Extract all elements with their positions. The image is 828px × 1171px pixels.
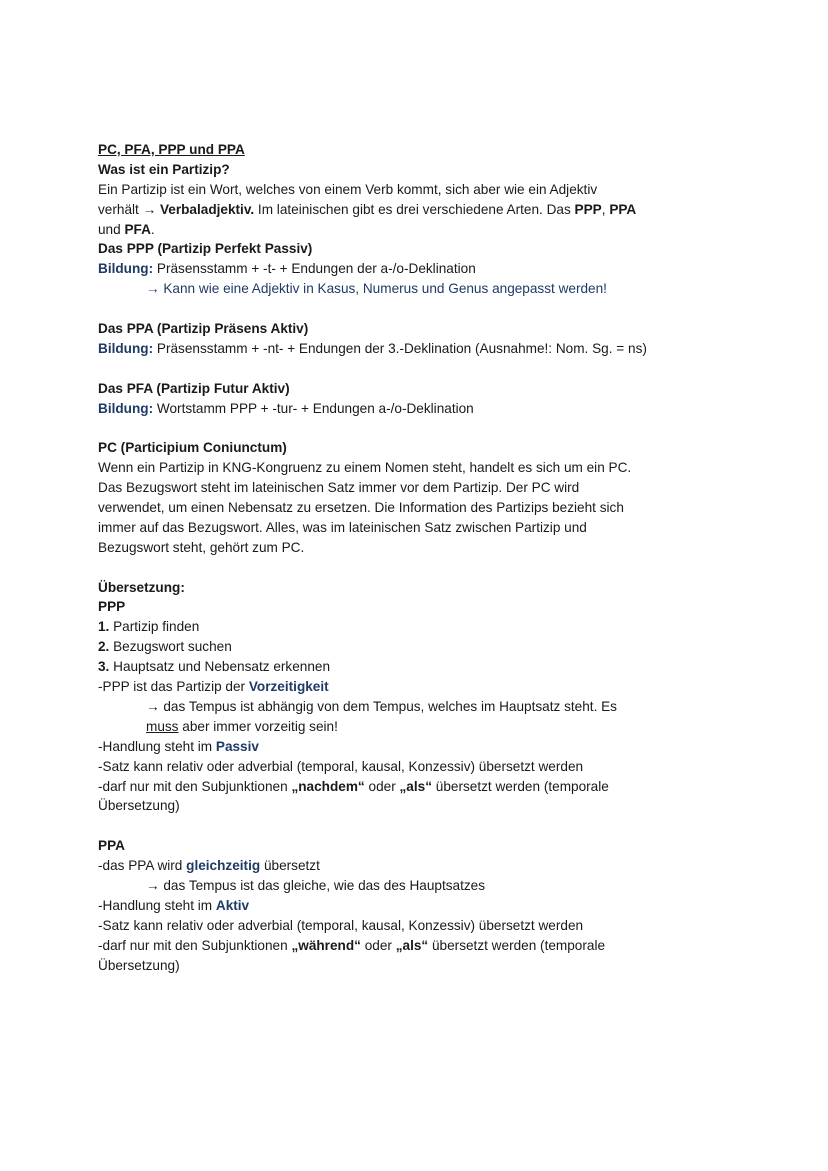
spacer <box>98 558 738 578</box>
text: -Handlung steht im <box>98 897 216 913</box>
arrow-icon: → <box>146 877 160 893</box>
text: -darf nur mit den Subjunktionen <box>98 937 292 953</box>
intro-line-1: Ein Partizip ist ein Wort, welches von einem Verb kommt, sich aber wie ein Adjektiv <box>98 181 598 197</box>
spacer <box>98 816 738 836</box>
step-number: 1. <box>98 619 110 635</box>
pfa-bildung <box>98 399 738 419</box>
ppp-rule-7: Übersetzung) <box>98 798 180 814</box>
pc-heading: PC (Participium Coniunctum) <box>98 440 287 456</box>
ppa-rule-5 <box>98 936 738 956</box>
text: -darf nur mit den Subjunktionen <box>98 778 292 794</box>
text: Bezugswort suchen <box>109 639 232 655</box>
pfa-heading: Das PFA (Partizip Futur Aktiv) <box>98 380 290 396</box>
keyword: PPP <box>574 201 602 217</box>
keyword: „als“ <box>399 778 432 794</box>
ppp-rule-4 <box>98 737 738 757</box>
text: -das PPA wird <box>98 858 187 874</box>
text: oder <box>364 778 400 794</box>
text: Kann wie eine Adjektiv in Kasus, Numerus und Genus angepasst werden! <box>159 281 607 297</box>
text: Wortstamm PPP + -tur- + Endungen a-/o-Deklination <box>153 400 474 416</box>
text: Hauptsatz und Nebensatz erkennen <box>109 659 331 675</box>
text: das Tempus ist abhängig von dem Tempus, welches im Hauptsatz steht. Es <box>159 698 617 714</box>
bildung-label: Bildung: <box>98 340 154 356</box>
ppa-rule-6: Übersetzung) <box>98 957 180 973</box>
text: -PPP ist das Partizip der <box>98 679 249 695</box>
ppp-rule-5: -Satz kann relativ oder adverbial (temporal, kausal, Konzessiv) übersetzt werden <box>98 758 584 774</box>
uebersetzung-heading: Übersetzung: <box>98 579 185 595</box>
spacer <box>98 418 738 438</box>
ppp-heading: Das PPP (Partizip Perfekt Passiv) <box>98 241 313 257</box>
ppa-subheading: PPA <box>98 838 125 854</box>
pc-line: immer auf das Bezugswort. Alles, was im lateinischen Satz zwischen Partizip und <box>98 519 587 535</box>
arrow-icon: → <box>146 698 160 714</box>
step-number: 2. <box>98 639 110 655</box>
text: -Handlung steht im <box>98 738 216 754</box>
question-heading: Was ist ein Partizip? <box>98 161 230 177</box>
keyword: „nachdem“ <box>291 778 365 794</box>
keyword: PPA <box>609 201 637 217</box>
keyword: Vorzeitigkeit <box>248 679 329 695</box>
ppa-rule-1 <box>98 856 738 876</box>
ppa-rule-3 <box>98 896 738 916</box>
keyword: Aktiv <box>215 897 250 913</box>
intro-line-2 <box>98 200 738 220</box>
keyword: „als“ <box>395 937 429 953</box>
text: Präsensstamm + -t- + Endungen der a-/o-Deklination <box>153 261 476 277</box>
ppa-rule-2 <box>98 876 738 896</box>
text: verhält <box>98 201 143 217</box>
pc-line: Wenn ein Partizip in KNG-Kongruenz zu einem Nomen steht, handelt es sich um ein PC. <box>98 460 632 476</box>
bildung-label: Bildung: <box>98 400 154 416</box>
document-page <box>98 140 738 975</box>
text: Partizip finden <box>109 619 200 635</box>
spacer <box>98 299 738 319</box>
ppp-rule-1 <box>98 677 738 697</box>
keyword: Passiv <box>215 738 259 754</box>
ppa-heading: Das PPA (Partizip Präsens Aktiv) <box>98 321 309 337</box>
keyword: „während“ <box>291 937 361 953</box>
step-3 <box>98 657 738 677</box>
text: . <box>150 221 155 237</box>
text: übersetzt werden (temporale <box>432 778 609 794</box>
text: aber immer vorzeitig sein! <box>178 718 338 734</box>
ppa-bildung <box>98 339 738 359</box>
step-1 <box>98 617 738 637</box>
step-number: 3. <box>98 659 110 675</box>
text: übersetzt werden (temporale <box>428 937 606 953</box>
bildung-label: Bildung: <box>98 261 154 277</box>
text: das Tempus ist das gleiche, wie das des Hauptsatzes <box>159 877 486 893</box>
ppp-rule-3 <box>98 717 738 737</box>
keyword: PFA <box>124 221 151 237</box>
ppp-bildung <box>98 259 738 279</box>
text: , <box>601 201 610 217</box>
text: Präsensstamm + -nt- + Endungen der 3.-Deklination (Ausnahme!: Nom. Sg. = ns) <box>153 340 647 356</box>
text: übersetzt <box>260 858 320 874</box>
arrow-icon: → <box>142 201 157 217</box>
pc-line: Bezugswort steht, gehört zum PC. <box>98 539 305 555</box>
intro-line-3 <box>98 220 738 240</box>
ppp-subheading: PPP <box>98 599 126 615</box>
keyword: Verbaladjektiv. <box>159 201 255 217</box>
text: und <box>98 221 125 237</box>
ppp-note <box>98 279 738 299</box>
pc-line: verwendet, um einen Nebensatz zu ersetzen. Die Information des Partizips bezieht sich <box>98 500 624 516</box>
keyword: gleichzeitig <box>186 858 261 874</box>
ppp-rule-6 <box>98 777 738 797</box>
step-2 <box>98 637 738 657</box>
arrow-icon: → <box>146 281 160 297</box>
text: oder <box>360 937 396 953</box>
pc-line: Das Bezugswort steht im lateinischen Satz immer vor dem Partizip. Der PC wird <box>98 480 580 496</box>
spacer <box>98 359 738 379</box>
doc-title: PC, PFA, PPP und PPA <box>98 142 245 157</box>
text: Im lateinischen gibt es drei verschiedene Arten. Das <box>254 201 575 217</box>
ppa-rule-4: -Satz kann relativ oder adverbial (temporal, kausal, Konzessiv) übersetzt werden <box>98 917 584 933</box>
emphasis: muss <box>146 718 179 734</box>
ppp-rule-2 <box>98 697 738 717</box>
